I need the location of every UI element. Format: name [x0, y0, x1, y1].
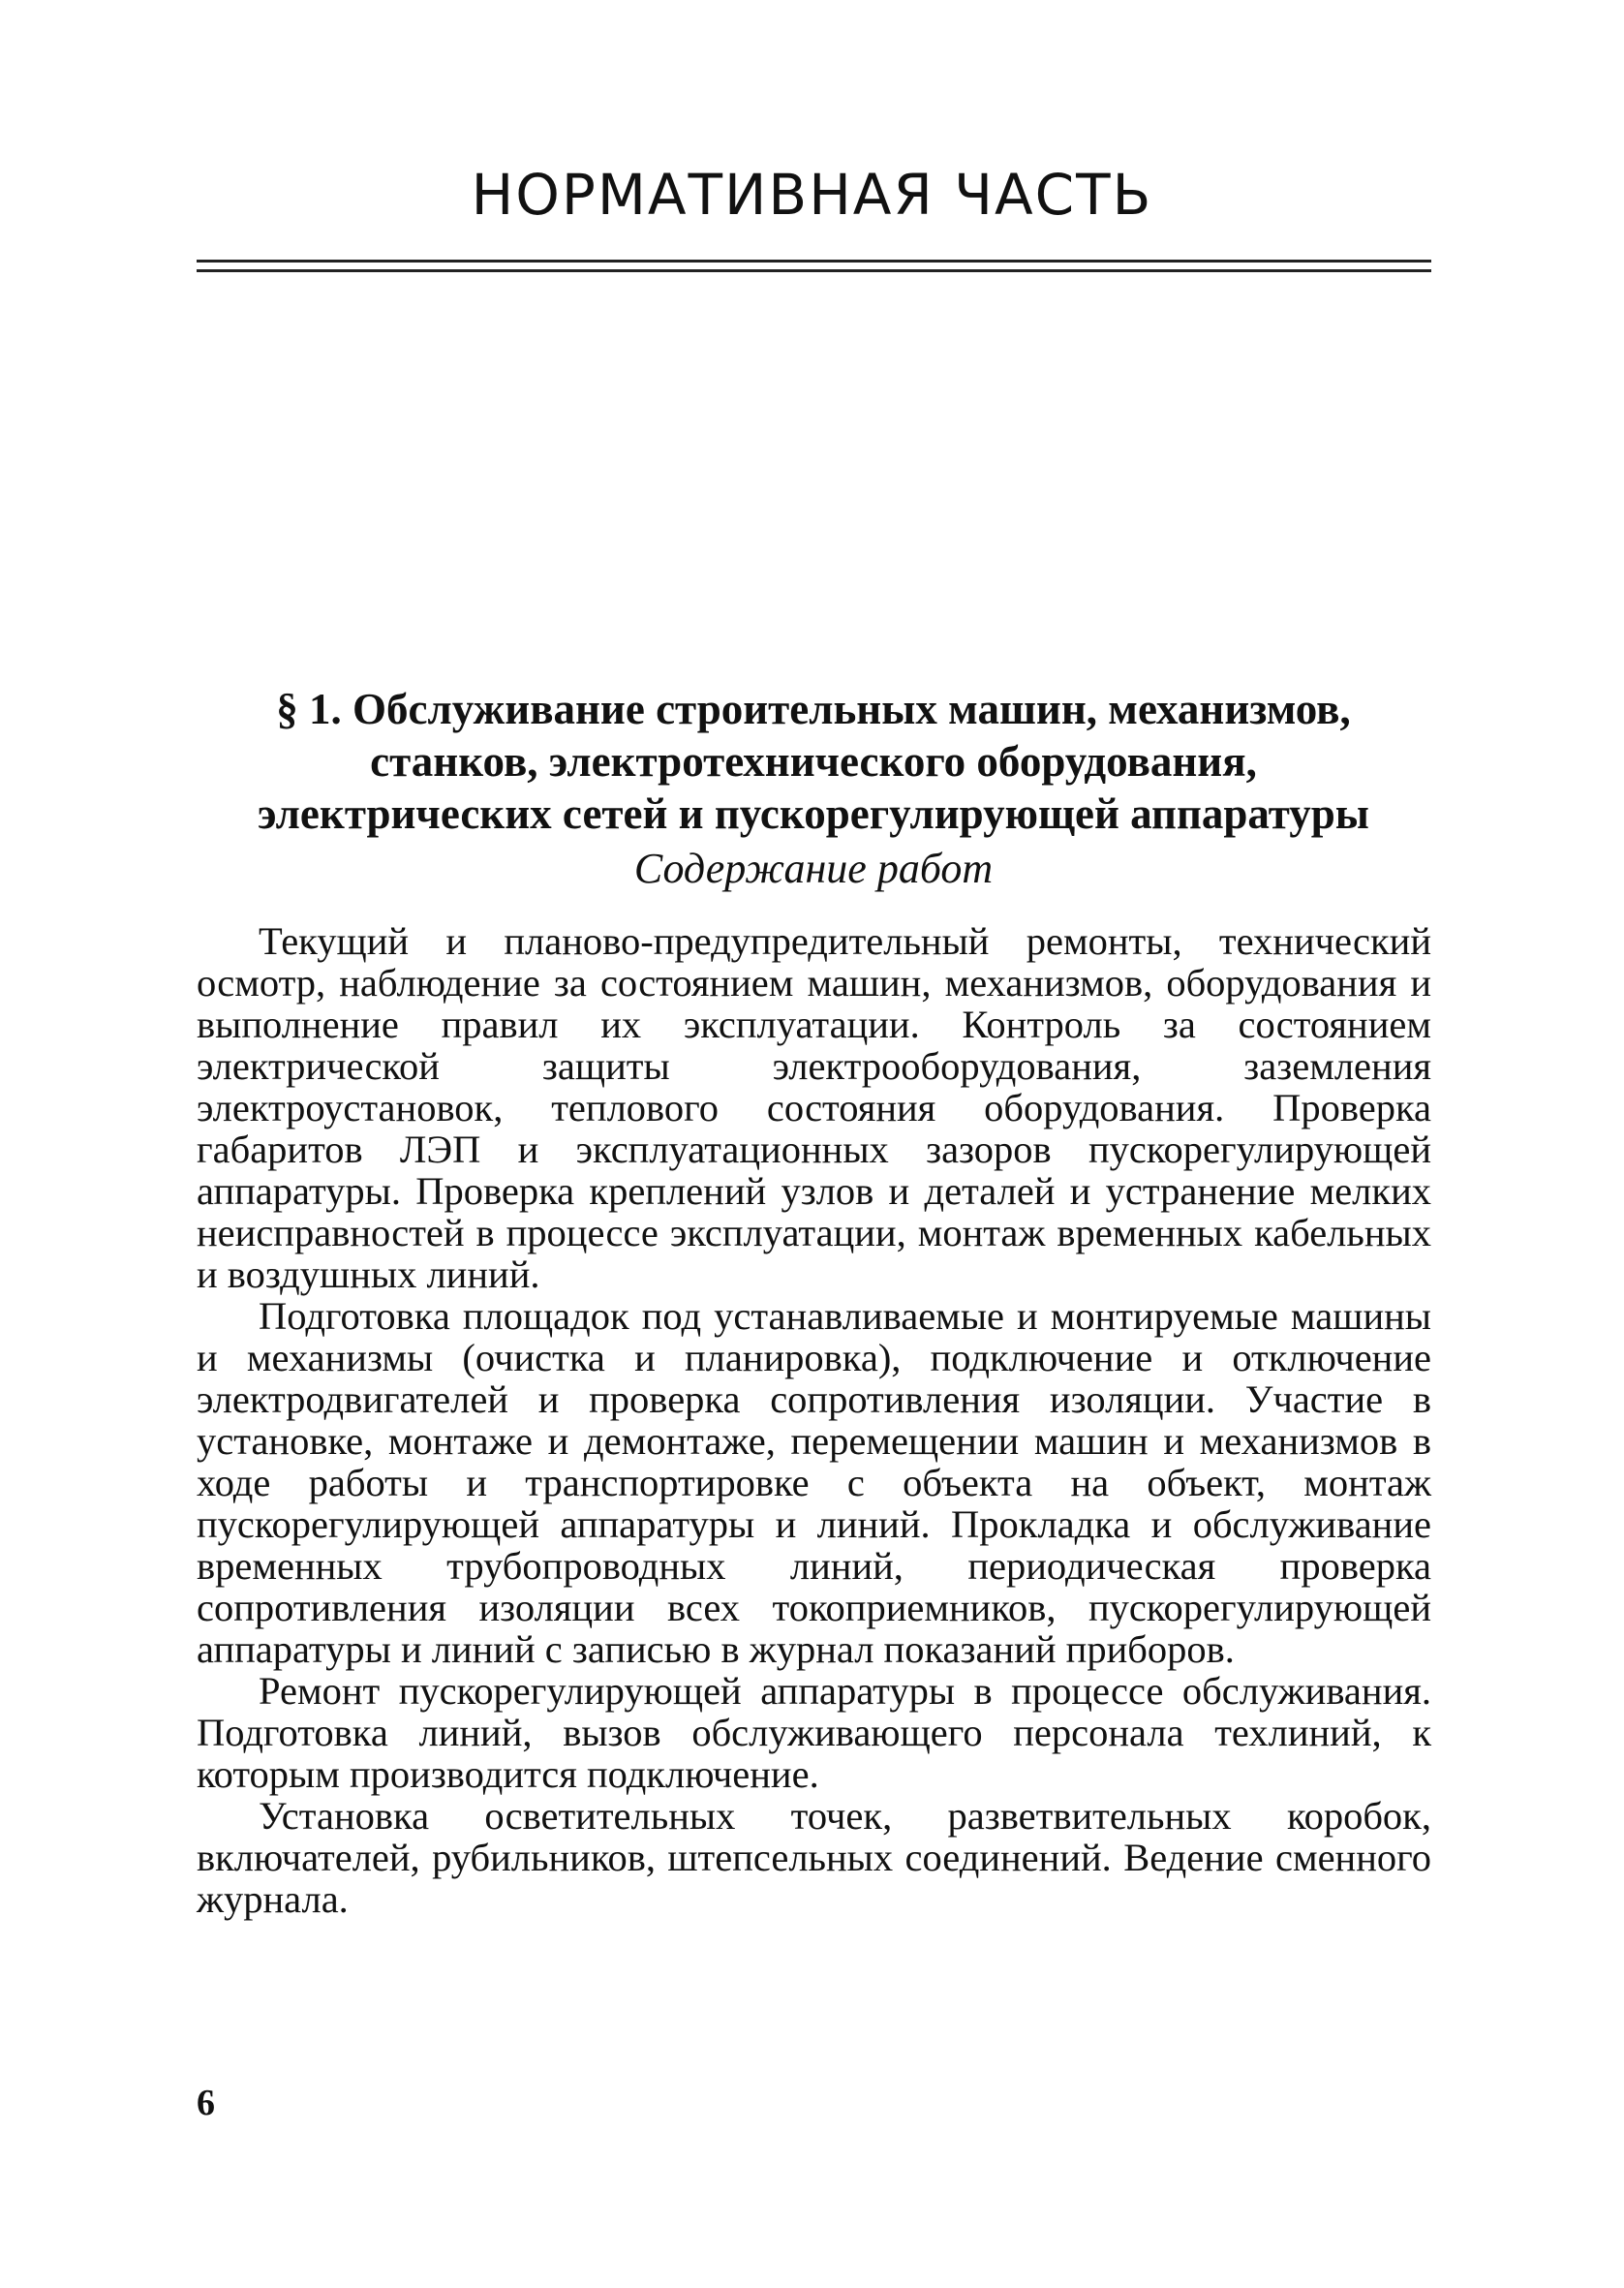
section-heading [203, 683, 1424, 840]
section-heading-line: станков, электротехнического оборудования, [370, 737, 1257, 786]
title-rule-top [197, 260, 1431, 263]
paragraph: Подготовка площадок под устанавливаемые и монтируемые машины и механизмы (очистка и планировка), подключение и отключение электродвигателей и проверка сопротивления изоляции. Участие в установке, монтаже и демонтаже, перемещении машин и механизмов в ходе работы и транспортировке с объекта на объект, монтаж пускорегулирующей аппаратуры и линий. Прокладка и обслуживание временных трубопроводных линий, периодическая проверка сопротивления изоляции всех токоприемников, пускорегулирующей аппаратуры и линий с записью в журнал показаний приборов. [197, 1294, 1431, 1671]
paragraph: Установка осветительных точек, разветвительных коробок, включателей, рубильников, штепсельных соединений. Ведение сменного журнала. [197, 1794, 1431, 1921]
part-title: НОРМАТИВНАЯ ЧАСТЬ [471, 162, 1153, 228]
paragraph: Ремонт пускорегулирующей аппаратуры в процессе обслуживания. Подготовка линий, вызов обслуживающего персонала техлиний, к которым производится подключение. [197, 1669, 1431, 1796]
section-heading-line: § 1. Обслуживание строительных машин, механизмов, [276, 685, 1351, 733]
title-rule-bottom [197, 269, 1431, 272]
section-subheading: Содержание работ [633, 845, 994, 892]
section-heading-line: электрических сетей и пускорегулирующей аппаратуры [258, 789, 1369, 838]
paragraph: Текущий и планово-предупредительный ремонты, технический осмотр, наблюдение за состоянием машин, механизмов, оборудования и выполнение правил их эксплуатации. Контроль за состоянием электрической защиты электрооборудования, заземления электроустановок, теплового состояния оборудования. Проверка габаритов ЛЭП и эксплуатационных зазоров пускорегулирующей аппаратуры. Проверка креплений узлов и деталей и устранение мелких неисправностей в процессе эксплуатации, монтаж временных кабельных и воздушных линий. [197, 919, 1431, 1296]
body-text [197, 920, 1431, 1920]
page-number: 6 [197, 2083, 215, 2123]
